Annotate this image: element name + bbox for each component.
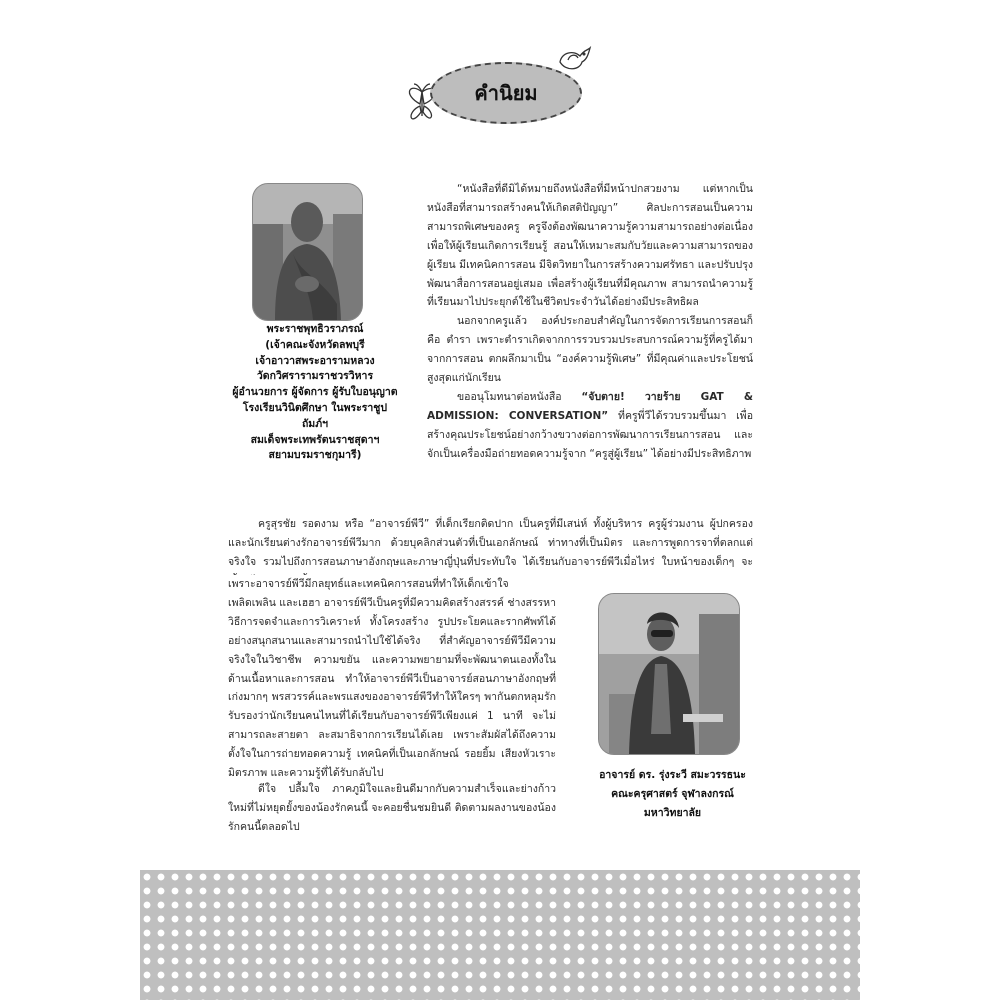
- page-title: คำนิยม: [430, 62, 582, 124]
- teacher-caption: [585, 766, 760, 823]
- paragraph: นอกจากครูแล้ว องค์ประกอบสำคัญในการจัดการเรียนการสอนก็คือ ตำรา เพราะตำราเกิดจากการรวบรวมประสบการณ์ความรู้ที่ครูได้มาจากการสอน ตกผลึกมาเป็น “องค์ความรู้พิเศษ” ที่มีคุณค่าและประโยชน์สูงสุดแก่นักเรียน: [427, 315, 753, 385]
- polka-dot-band: [140, 870, 860, 1000]
- caption-line: (เจ้าคณะจังหวัดลพบุรี: [265, 338, 365, 351]
- teacher-portrait-image: [599, 594, 739, 754]
- monk-photo: [252, 183, 363, 321]
- paragraph: ดีใจ ปลื้มใจ ภาคภูมิใจและยินดีมากกับความสำเร็จและย่างก้าวใหม่ที่ไม่หยุดยั้งของน้องรักคนนี้ จะคอยชื่นชมยินดี ติดตามผลงานของน้องรักคนนี้ตลอดไป: [228, 783, 556, 833]
- caption-line: โรงเรียนวินิตศึกษา ในพระราชูปถัมภ์ฯ: [242, 401, 388, 430]
- paragraph-text: ขออนุโมทนาต่อหนังสือ: [457, 390, 582, 403]
- caption-line: อาจารย์ ดร. รุ่งระวี สมะวรรธนะ: [599, 769, 746, 781]
- preface-teacher-closing: [228, 780, 556, 837]
- paragraph-text: ที่ครูพี่วีได้รวบรวมขึ้นมา เพื่อสร้างคุณประโยชน์อย่างกว้างขวางต่อการพัฒนาการเรียนการสอน และจักเป็นเครื่องมือถ่ายทอดความรู้จาก “ครูสู่ผู้เรียน” ได้อย่างมีประสิทธิภาพ: [427, 409, 754, 460]
- caption-line: พระราชพุทธิวราภรณ์: [266, 323, 364, 335]
- caption-line: เจ้าอาวาสพระอารามหลวง: [255, 354, 375, 367]
- paragraph: [427, 388, 753, 464]
- monk-caption: [230, 322, 400, 464]
- preface-teacher-body: [228, 575, 556, 780]
- paragraph: เพราะอาจารย์พีวีมีกลยุทธ์และเทคนิคการสอนที่ทำให้เด็กเข้าใจ เพลิดเพลิน และเฮฮา อาจารย์พีวีเป็นครูที่มีความคิดสร้างสรรค์ ช่างสรรหาวิธีการจดจำและการวิเคราะห์ ทั้งโครงสร้าง รูปประโยคและรากศัพท์ได้อย่างสนุกสนานและสามารถนำไปใช้ได้จริง ที่สำคัญอาจารย์พีวีมีความจริงใจในวิชาชีพ ความขยัน และความพยายามที่จะพัฒนาตนเองทั้งในด้านเนื้อหาและการสอน ทำให้อาจารย์พีวีเป็นอาจารย์สอนภาษาอังกฤษที่เก่งมากๆ พรสวรรค์และพรแสงของอาจารย์พีวีทำให้ใครๆ พากันตกหลุมรัก รับรองว่านักเรียนคนไหนที่ได้เรียนกับอาจารย์พีวีเพียงแค่ 1 นาที จะไม่สามารถละสายตา ละสมาธิจากการเรียนได้เลย เพราะสัมผัสได้ถึงความตั้งใจในการถ่ายทอดความรู้ เทคนิคที่เป็นเอกลักษณ์ รอยยิ้ม เสียงหัวเราะ มิตรภาพ และความรู้ที่ได้รับกลับไป: [228, 578, 556, 780]
- preface-monk-text: [427, 180, 753, 464]
- paragraph: “หนังสือที่ดีมิได้หมายถึงหนังสือที่มีหน้าปกสวยงาม แต่หากเป็นหนังสือที่สามารถสร้างคนให้เกิดสติปัญญา” ศิลปะการสอนเป็นความสามารถพิเศษของครู ครูจึงต้องพัฒนาความรู้ความสามารถอย่างต่อเนื่อง เพื่อให้ผู้เรียนเกิดการเรียนรู้ สอนให้เหมาะสมกับวัยและความสามารถของผู้เรียน มีเทคนิคการสอน มีจิตวิทยาในการสร้างความศรัทธา และปรับปรุงพัฒนาสื่อการสอนอยู่เสมอ เพื่อสร้างผู้เรียนที่มีคุณภาพ สามารถนำความรู้ที่เรียนมาไปประยุกต์ใช้ในชีวิตประจำวันได้อย่างมีประสิทธิผล: [427, 183, 753, 309]
- caption-line: สมเด็จพระเทพรัตนราชสุดาฯ: [250, 433, 380, 446]
- caption-line: ผู้อำนวยการ ผู้จัดการ ผู้รับใบอนุญาต: [232, 386, 398, 399]
- caption-line: คณะครุศาสตร์ จุฬาลงกรณ์มหาวิทยาลัย: [611, 788, 734, 819]
- teacher-photo: [598, 593, 740, 755]
- caption-line: สยามบรมราชกุมารี): [268, 449, 362, 462]
- paragraph: ครูสุรชัย รอดงาม หรือ “อาจารย์พีวี” ที่เด็กเรียกติดปาก เป็นครูที่มีเสน่ห์ ทั้งผู้บริหาร ครูผู้ร่วมงาน ผู้ปกครอง และนักเรียนต่างรักอาจารย์พีวีมาก ด้วยบุคลิกส่วนตัวที่เป็นเอกลักษณ์ ท่าทางที่เป็นมิตร และการพูดการจาที่ตลกแต่จริงใจ รวมไปถึงการสอนภาษาอังกฤษและภาษาญี่ปุ่นที่ประทับใจ ได้เรียนกับอาจารย์พีวีเมื่อไหร่ ใบหน้าของเด็กๆ จะ: [228, 518, 753, 568]
- monk-portrait-image: [253, 184, 362, 320]
- book-title: “จับตาย! วายร้าย GAT & ADMISSION: CONVERSATION”: [427, 390, 753, 422]
- preface-teacher-intro: [228, 515, 753, 575]
- caption-line: วัดกวิศรารามราชวรวิหาร: [256, 370, 374, 383]
